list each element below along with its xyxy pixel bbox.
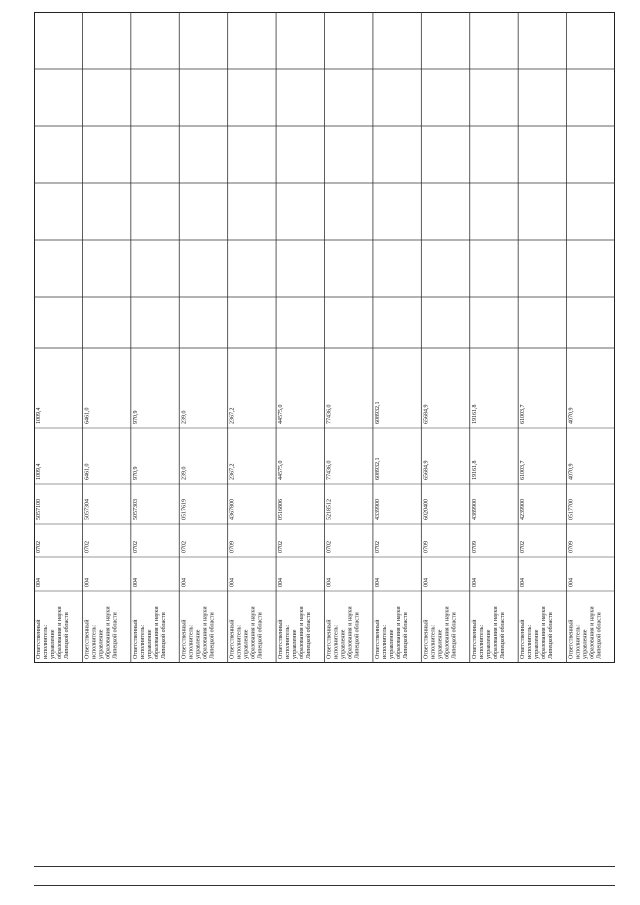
table-cell-grbs: 004 xyxy=(84,578,91,587)
table-cell-executor-line: Ответственный xyxy=(568,619,575,659)
table-cell-section: 0709 xyxy=(568,541,575,553)
table-cell-executor-line: Ответственный xyxy=(326,619,333,659)
table-cell-executor-line: образования и науки xyxy=(250,606,257,659)
table-cell-amount-1: 4070,9 xyxy=(568,407,575,424)
table-cell-executor-line: Липецкой области xyxy=(451,612,458,659)
table-cell-section: 0702 xyxy=(520,541,527,553)
table-cell-executor-line: исполнитель: xyxy=(139,624,146,659)
table-cell-executor-line: управление xyxy=(340,629,347,659)
table-cell-target: 6020400 xyxy=(423,499,430,520)
table-cell-amount-2: 61003,7 xyxy=(520,460,527,480)
table-cell-executor-line: управление xyxy=(243,629,250,659)
table-cell-amount-1: 970,9 xyxy=(132,410,139,424)
table-cell-executor-line: управление xyxy=(437,629,444,659)
table-cell-executor-line: Ответственный xyxy=(471,619,478,659)
table-cell-grbs: 004 xyxy=(374,578,381,587)
table-cell-amount-1: 19161,8 xyxy=(471,404,478,424)
table-cell-executor-line: образования и науки xyxy=(395,606,402,659)
table-cell-executor-line: Липецкой области xyxy=(209,612,216,659)
table-cell-target: 4339900 xyxy=(374,499,381,520)
table-cell-amount-1: 77436,0 xyxy=(326,404,333,424)
table-cell-grbs: 004 xyxy=(181,578,188,587)
table-cell-executor-line: Ответственный xyxy=(520,619,527,659)
table-cell-executor-line: Липецкой области xyxy=(548,612,555,659)
table-cell-executor-line: управление xyxy=(582,629,589,659)
table-cell-grbs: 004 xyxy=(132,578,139,587)
table-cell-executor-line: управление xyxy=(388,629,395,659)
table-cell-executor-line: управление xyxy=(292,629,299,659)
table-cell-executor-line: исполнитель: xyxy=(478,624,485,659)
table-cell-target: 5057100 xyxy=(36,499,42,520)
table-cell-grbs: 004 xyxy=(36,578,42,587)
table-cell-section: 0702 xyxy=(374,541,381,553)
table-cell-amount-1: 44575,0 xyxy=(278,404,285,424)
table-cell-executor-line: управление xyxy=(146,629,153,659)
table-cell-grbs: 004 xyxy=(471,578,478,587)
table-cell-executor-line: управление xyxy=(534,629,541,659)
table-cell-executor-line: образования и науки xyxy=(541,606,548,659)
table-cell-executor-line: Липецкой области xyxy=(257,612,264,659)
table-cell-amount-1: 6461,0 xyxy=(84,407,91,424)
table-cell-executor-line: Ответственный xyxy=(374,619,381,659)
table-cell-amount-2: 4070,9 xyxy=(568,463,575,480)
table-cell-target: 0517700 xyxy=(568,499,575,520)
table-cell-amount-1: 239,0 xyxy=(181,410,188,424)
table-cell-amount-2: 608932,1 xyxy=(374,457,381,480)
table-cell-target: 4389900 xyxy=(471,499,478,520)
table-cell-executor-line: управление xyxy=(98,629,105,659)
table-cell-executor-line: исполнитель: xyxy=(285,624,292,659)
table-cell-section: 0709 xyxy=(229,541,236,553)
table-cell-executor-line: образования и науки xyxy=(299,606,306,659)
table-cell-executor-line: образования и науки xyxy=(589,606,596,659)
table-cell-grbs: 004 xyxy=(568,578,575,587)
table-cell-amount-1: 1009,4 xyxy=(36,407,42,424)
table-cell-grbs: 004 xyxy=(229,578,236,587)
table-cell-grbs: 004 xyxy=(520,578,527,587)
table-cell-executor-line: Липецкой области xyxy=(160,612,167,659)
budget-table-grid xyxy=(34,12,615,663)
table-cell-section: 0702 xyxy=(36,541,42,553)
table-cell-executor-line: Липецкой области xyxy=(354,612,361,659)
table-cell-executor-line: Липецкой области xyxy=(596,612,603,659)
table-cell-executor-line: исполнитель: xyxy=(430,624,437,659)
table-cell-grbs: 004 xyxy=(326,578,333,587)
table-cell-amount-2: 2367,2 xyxy=(229,463,236,480)
table-cell-amount-2: 239,0 xyxy=(181,466,188,480)
table-cell-target: 5218512 xyxy=(326,499,333,520)
table-cell-executor-line: образования и науки xyxy=(444,606,451,659)
table-cell-executor-line: исполнитель: xyxy=(43,624,49,659)
table-cell-executor-line: образования и науки xyxy=(105,606,112,659)
table-cell-executor-line: исполнитель: xyxy=(236,624,243,659)
footer-rule-top xyxy=(34,866,615,867)
table-cell-section: 0702 xyxy=(132,541,139,553)
table-cell-amount-1: 2367,2 xyxy=(229,407,236,424)
table-cell-executor-line: Липецкой области xyxy=(112,612,119,659)
table-cell-amount-1: 65684,9 xyxy=(423,404,430,424)
table-cell-executor-line: Липецкой области xyxy=(64,612,70,659)
table-cell-target: 5057303 xyxy=(132,499,139,520)
table-cell-amount-2: 1009,4 xyxy=(36,463,42,480)
table-cell-target: 0517619 xyxy=(181,499,188,520)
table-cell-executor-line: исполнитель: xyxy=(91,624,98,659)
table-cell-executor-line: Липецкой области xyxy=(306,612,313,659)
table-cell-executor-line: управление xyxy=(485,629,492,659)
table-cell-executor-line: Ответственный xyxy=(229,619,236,659)
table-cell-section: 0702 xyxy=(326,541,333,553)
table-cell-section: 0702 xyxy=(181,541,188,553)
table-cell-amount-1: 61003,7 xyxy=(520,404,527,424)
table-cell-executor-line: Ответственный xyxy=(423,619,430,659)
table-cell-executor-line: Ответственный xyxy=(36,619,42,659)
table-cell-executor-line: исполнитель: xyxy=(188,624,195,659)
table-cell-executor-line: образования и науки xyxy=(202,606,209,659)
table-cell-executor-line: исполнитель: xyxy=(575,624,582,659)
table-cell-executor-line: Липецкой области xyxy=(402,612,409,659)
table-cell-section: 0702 xyxy=(84,541,91,553)
table-cell-executor-line: исполнитель: xyxy=(381,624,388,659)
table-cell-grbs: 004 xyxy=(278,578,285,587)
table-cell-amount-2: 6461,0 xyxy=(84,463,91,480)
table-cell-target: 4239900 xyxy=(520,499,527,520)
table-cell-executor-line: образования и науки xyxy=(347,606,354,659)
table-cell-executor-line: образования и науки xyxy=(57,606,63,659)
table-cell-executor-line: Липецкой области xyxy=(499,612,506,659)
table-cell-section: 0702 xyxy=(278,541,285,553)
budget-table xyxy=(34,12,615,663)
table-cell-target: 5057304 xyxy=(84,499,91,520)
table-cell-executor-line: управление xyxy=(50,629,56,659)
table-cell-section: 0709 xyxy=(471,541,478,553)
table-cell-grbs: 004 xyxy=(423,578,430,587)
table-cell-target: 0516806 xyxy=(278,499,285,520)
table-cell-executor-line: исполнитель: xyxy=(333,624,340,659)
table-cell-executor-line: Ответственный xyxy=(132,619,139,659)
table-cell-executor-line: Ответственный xyxy=(181,619,188,659)
table-cell-amount-2: 44575,0 xyxy=(278,460,285,480)
table-cell-amount-2: 65684,9 xyxy=(423,460,430,480)
table-cell-amount-1: 608932,1 xyxy=(374,401,381,424)
table-cell-amount-2: 970,9 xyxy=(132,466,139,480)
table-cell-section: 0709 xyxy=(423,541,430,553)
table-cell-target: 4367800 xyxy=(229,499,236,520)
table-cell-executor-line: Ответственный xyxy=(278,619,285,659)
table-cell-executor-line: образования и науки xyxy=(153,606,160,659)
footer-rule-bottom xyxy=(34,885,615,886)
table-cell-executor-line: образования и науки xyxy=(492,606,499,659)
table-cell-executor-line: Ответственный xyxy=(84,619,91,659)
table-cell-executor-line: исполнитель: xyxy=(527,624,534,659)
table-cell-amount-2: 77436,0 xyxy=(326,460,333,480)
table-cell-executor-line: управление xyxy=(195,629,202,659)
table-cell-amount-2: 19161,8 xyxy=(471,460,478,480)
